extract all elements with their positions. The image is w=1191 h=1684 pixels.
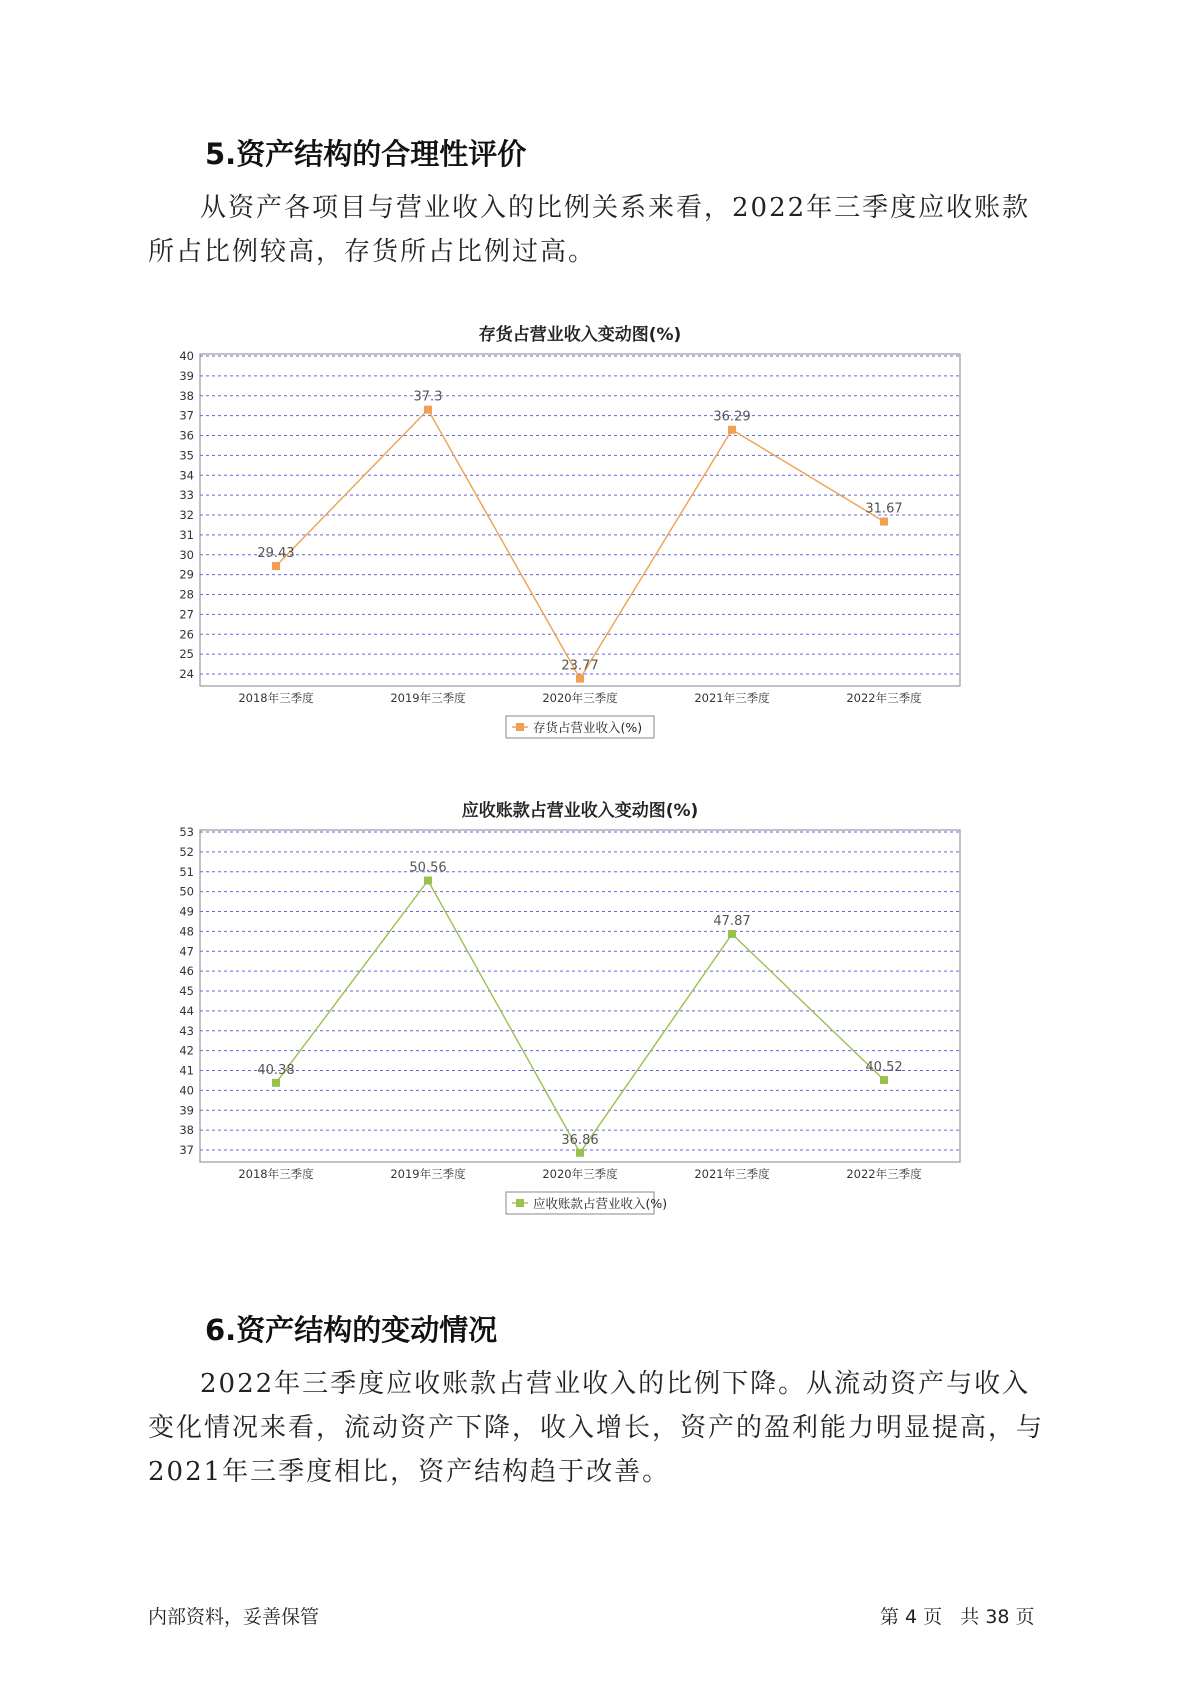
receivables-ratio-chart-svg xyxy=(160,776,1040,1211)
y-tick-label: 24 xyxy=(179,667,194,681)
data-label: 31.67 xyxy=(865,501,903,517)
y-tick-label: 38 xyxy=(179,388,194,403)
legend-label: 存货占营业收入(%) xyxy=(533,720,643,735)
y-tick-label: 47 xyxy=(179,944,194,959)
y-tick-label: 42 xyxy=(179,1043,194,1058)
data-point xyxy=(272,1079,280,1087)
data-label: 29.43 xyxy=(257,546,295,562)
plot-area xyxy=(200,354,960,686)
y-tick-label: 51 xyxy=(179,864,194,879)
section-5-paragraph: 从资产各项目与营业收入的比例关系来看，2022年三季度应收账款所占比例较高，存货所占比例过高。 xyxy=(148,193,1031,267)
data-label: 47.87 xyxy=(713,913,751,929)
receivables-ratio-chart xyxy=(160,776,1040,1211)
data-point xyxy=(576,675,584,683)
y-tick-label: 26 xyxy=(179,627,194,642)
section-6-heading: 6.资产结构的变动情况 xyxy=(205,1313,498,1347)
x-tick-label: 2019年三季度 xyxy=(390,1167,466,1181)
x-tick-label: 2018年三季度 xyxy=(238,691,314,705)
y-tick-label: 38 xyxy=(179,1123,194,1138)
data-label: 40.52 xyxy=(865,1060,903,1076)
legend-label: 应收账款占营业收入(%) xyxy=(533,1196,668,1211)
y-tick-label: 41 xyxy=(179,1063,194,1078)
x-tick-label: 2022年三季度 xyxy=(846,691,922,705)
y-tick-label: 32 xyxy=(179,508,194,522)
x-tick-label: 2019年三季度 xyxy=(390,691,466,705)
y-tick-label: 46 xyxy=(179,964,194,979)
x-tick-label: 2022年三季度 xyxy=(846,1167,922,1181)
chart-title: 存货占营业收入变动图(%) xyxy=(478,325,682,345)
data-point xyxy=(424,876,432,884)
data-label: 50.56 xyxy=(409,860,447,876)
data-point xyxy=(424,406,432,414)
footer-page-number: 第 4 页 共 38 页 xyxy=(880,1606,1035,1628)
x-tick-label: 2020年三季度 xyxy=(542,1167,618,1181)
data-point xyxy=(728,930,736,938)
x-tick-label: 2020年三季度 xyxy=(542,691,618,705)
y-tick-label: 35 xyxy=(179,448,194,463)
y-tick-label: 25 xyxy=(179,647,194,662)
y-tick-label: 45 xyxy=(179,984,194,998)
data-label: 23.77 xyxy=(561,658,599,674)
x-tick-label: 2021年三季度 xyxy=(694,1167,770,1181)
y-tick-label: 37 xyxy=(179,408,194,423)
y-tick-label: 52 xyxy=(179,844,194,859)
data-label: 36.29 xyxy=(713,409,751,425)
data-point xyxy=(880,518,888,526)
data-label: 36.86 xyxy=(561,1132,599,1148)
y-tick-label: 39 xyxy=(179,1103,194,1118)
y-tick-label: 28 xyxy=(179,587,194,602)
data-point xyxy=(880,1076,888,1084)
x-tick-label: 2021年三季度 xyxy=(694,691,770,705)
y-tick-label: 50 xyxy=(179,884,194,899)
y-tick-label: 37 xyxy=(179,1143,194,1157)
data-label: 37.3 xyxy=(413,389,443,405)
section-6-paragraph: 2022年三季度应收账款占营业收入的比例下降。从流动资产与收入变化情况来看，流动资产下降，收入增长，资产的盈利能力明显提高，与2021年三季度相比，资产结构趋于改善。 xyxy=(148,1369,1045,1487)
y-tick-label: 33 xyxy=(179,488,194,503)
y-tick-label: 49 xyxy=(179,904,194,919)
y-tick-label: 39 xyxy=(179,368,194,383)
y-tick-label: 44 xyxy=(179,1003,194,1018)
x-tick-label: 2018年三季度 xyxy=(238,1167,314,1181)
data-label: 40.38 xyxy=(257,1062,295,1078)
data-point xyxy=(576,1149,584,1157)
y-tick-label: 48 xyxy=(179,924,194,939)
legend-marker xyxy=(516,723,524,731)
y-tick-label: 36 xyxy=(179,428,194,443)
inventory-ratio-chart xyxy=(160,300,1040,735)
y-tick-label: 40 xyxy=(179,1083,194,1098)
plot-area xyxy=(200,830,960,1162)
legend-marker xyxy=(516,1199,524,1207)
data-point xyxy=(272,562,280,570)
y-tick-label: 53 xyxy=(179,825,194,839)
y-tick-label: 43 xyxy=(179,1023,194,1038)
y-tick-label: 29 xyxy=(179,567,194,582)
chart-title: 应收账款占营业收入变动图(%) xyxy=(461,801,699,821)
section-5-heading: 5.资产结构的合理性评价 xyxy=(205,137,527,171)
inventory-ratio-chart-svg xyxy=(160,300,1040,735)
y-tick-label: 34 xyxy=(179,468,194,483)
y-tick-label: 30 xyxy=(179,547,194,562)
y-tick-label: 31 xyxy=(179,527,194,542)
data-point xyxy=(728,426,736,434)
footer-left: 内部资料，妥善保管 xyxy=(148,1606,320,1628)
y-tick-label: 27 xyxy=(179,607,194,622)
y-tick-label: 40 xyxy=(179,349,194,363)
